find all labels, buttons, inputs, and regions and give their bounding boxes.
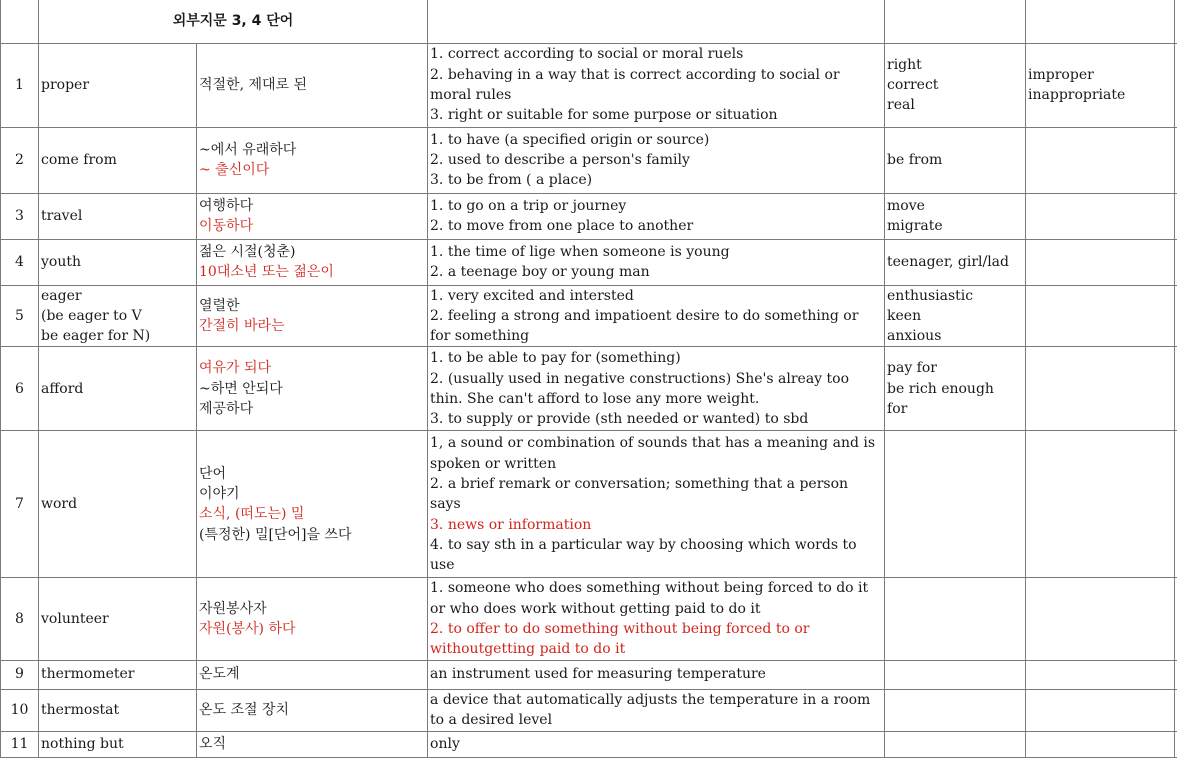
antonym-cell[interactable] — [1026, 43, 1175, 127]
synonym-cell[interactable] — [885, 43, 1026, 127]
table-row — [1, 689, 1177, 731]
word-line: (be eager to V — [41, 306, 194, 326]
korean-meaning-cell[interactable] — [197, 660, 428, 689]
definition-cell[interactable] — [428, 660, 885, 689]
korean-meaning-line: 이야기 — [199, 484, 425, 504]
antonym-line: inappropriate — [1028, 85, 1172, 105]
row-number[interactable]: 5 — [1, 285, 39, 347]
korean-meaning-cell[interactable] — [197, 239, 428, 285]
definition-line: 1. very excited and intersted — [430, 286, 882, 306]
definition-cell[interactable] — [428, 193, 885, 239]
table-row — [1, 239, 1177, 285]
antonym-cell[interactable] — [1026, 127, 1175, 193]
sheet-title[interactable]: 외부지문 3, 4 단어 — [39, 0, 428, 43]
korean-meaning-line: 자원봉사자 — [199, 599, 425, 619]
title-row — [1, 0, 1177, 43]
word-line: afford — [41, 379, 194, 399]
word-line: word — [41, 494, 194, 514]
synonym-line: be from — [887, 150, 1023, 170]
synonym-cell[interactable] — [885, 127, 1026, 193]
word-line: eager — [41, 286, 194, 306]
definition-line: 4. to say sth in a particular way by choosing which words to use — [430, 535, 882, 576]
row-number[interactable]: 7 — [1, 431, 39, 578]
table-row — [1, 43, 1177, 127]
row-number[interactable]: 11 — [1, 731, 39, 757]
synonym-line: for — [887, 399, 1023, 419]
synonym-line: correct — [887, 75, 1023, 95]
word-line: come from — [41, 150, 194, 170]
definition-cell[interactable] — [428, 239, 885, 285]
definition-cell[interactable] — [428, 731, 885, 757]
word-cell[interactable] — [39, 347, 197, 431]
cell[interactable] — [1026, 0, 1175, 43]
row-number[interactable]: 9 — [1, 660, 39, 689]
word-cell[interactable] — [39, 285, 197, 347]
korean-meaning-line: ~ 출신이다 — [199, 160, 425, 180]
word-cell[interactable] — [39, 431, 197, 578]
korean-meaning-line: 여행하다 — [199, 196, 425, 216]
synonym-cell[interactable] — [885, 689, 1026, 731]
antonym-cell[interactable] — [1026, 731, 1175, 757]
definition-cell[interactable] — [428, 689, 885, 731]
word-line: thermostat — [41, 700, 194, 720]
korean-meaning-cell[interactable] — [197, 127, 428, 193]
definition-line: a device that automatically adjusts the temperature in a room to a desired level — [430, 690, 882, 731]
synonym-cell[interactable] — [885, 285, 1026, 347]
synonym-line: right — [887, 55, 1023, 75]
word-line: travel — [41, 206, 194, 226]
korean-meaning-line: 젊은 시절(청춘) — [199, 242, 425, 262]
table-row — [1, 347, 1177, 431]
definition-line: an instrument used for measuring temperature — [430, 664, 882, 684]
korean-meaning-line: (특정한) 밀[단어]을 쓰다 — [199, 525, 425, 545]
antonym-cell[interactable] — [1026, 193, 1175, 239]
word-line: proper — [41, 75, 194, 95]
word-cell[interactable] — [39, 239, 197, 285]
cell[interactable] — [885, 0, 1026, 43]
synonym-line: keen — [887, 306, 1023, 326]
definition-line: 3. right or suitable for some purpose or situation — [430, 105, 882, 125]
synonym-cell[interactable] — [885, 578, 1026, 660]
word-cell[interactable] — [39, 43, 197, 127]
synonym-cell[interactable] — [885, 660, 1026, 689]
definition-line: 1. someone who does something without being forced to do it or who does work without getting paid to do it — [430, 578, 882, 619]
definition-line: 1. the time of lige when someone is young — [430, 242, 882, 262]
definition-line: 3. news or information — [430, 515, 882, 535]
korean-meaning-line: 소식, (떠도는) 밀 — [199, 504, 425, 524]
table-row — [1, 731, 1177, 757]
synonym-line: migrate — [887, 216, 1023, 236]
definition-line: 1. correct according to social or moral ruels — [430, 44, 882, 64]
korean-meaning-line: 열렬한 — [199, 296, 425, 316]
korean-meaning-cell[interactable] — [197, 285, 428, 347]
synonym-cell[interactable] — [885, 431, 1026, 578]
table-row — [1, 285, 1177, 347]
table-row — [1, 660, 1177, 689]
antonym-line: improper — [1028, 65, 1172, 85]
definition-line: 2. (usually used in negative constructions) She's alreay too thin. She can't afford to lose any more weight. — [430, 369, 882, 410]
definition-cell[interactable] — [428, 578, 885, 660]
korean-meaning-cell[interactable] — [197, 689, 428, 731]
antonym-cell[interactable] — [1026, 578, 1175, 660]
korean-meaning-cell[interactable] — [197, 43, 428, 127]
definition-cell[interactable] — [428, 347, 885, 431]
korean-meaning-line: 단어 — [199, 464, 425, 484]
definition-line: 2. behaving in a way that is correct according to social or moral rules — [430, 65, 882, 106]
cell[interactable] — [1, 0, 39, 43]
definition-line: 2. a brief remark or conversation; something that a person says — [430, 474, 882, 515]
definition-line: 1. to be able to pay for (something) — [430, 348, 882, 368]
word-line: nothing but — [41, 734, 194, 754]
synonym-line: pay for — [887, 358, 1023, 378]
synonym-line: anxious — [887, 326, 1023, 346]
definition-cell[interactable] — [428, 285, 885, 347]
row-number[interactable]: 3 — [1, 193, 39, 239]
word-cell[interactable] — [39, 660, 197, 689]
antonym-cell[interactable] — [1026, 431, 1175, 578]
definition-line: 2. to move from one place to another — [430, 216, 882, 236]
definition-cell[interactable] — [428, 127, 885, 193]
word-line: youth — [41, 252, 194, 272]
table-row — [1, 193, 1177, 239]
row-number[interactable]: 8 — [1, 578, 39, 660]
table-row — [1, 431, 1177, 578]
korean-meaning-line: ~하면 안되다 — [199, 379, 425, 399]
word-cell[interactable] — [39, 689, 197, 731]
definition-line: 2. used to describe a person's family — [430, 150, 882, 170]
korean-meaning-cell[interactable] — [197, 578, 428, 660]
korean-meaning-line: 온도 조절 장치 — [199, 700, 425, 720]
synonym-line: teenager, girl/lad — [887, 252, 1023, 272]
korean-meaning-line: ~에서 유래하다 — [199, 140, 425, 160]
table-row — [1, 578, 1177, 660]
row-number[interactable]: 10 — [1, 689, 39, 731]
synonym-cell[interactable] — [885, 731, 1026, 757]
synonym-cell[interactable] — [885, 193, 1026, 239]
antonym-cell[interactable] — [1026, 689, 1175, 731]
definition-line: 2. a teenage boy or young man — [430, 262, 882, 282]
synonym-cell[interactable] — [885, 239, 1026, 285]
word-line: be eager for N) — [41, 326, 194, 346]
synonym-line: be rich enough — [887, 379, 1023, 399]
word-cell[interactable] — [39, 193, 197, 239]
definition-line: 1. to have (a specified origin or source) — [430, 130, 882, 150]
antonym-cell[interactable] — [1026, 285, 1175, 347]
korean-meaning-line: 여유가 되다 — [199, 358, 425, 378]
word-cell[interactable] — [39, 731, 197, 757]
definition-line: 2. feeling a strong and impatioent desire to do something or for something — [430, 306, 882, 347]
definition-line: only — [430, 734, 882, 754]
korean-meaning-cell[interactable] — [197, 347, 428, 431]
word-line: volunteer — [41, 609, 194, 629]
definition-line: 2. to offer to do something without being forced to or withoutgetting paid to do it — [430, 619, 882, 660]
korean-meaning-cell[interactable] — [197, 193, 428, 239]
cell[interactable] — [428, 0, 885, 43]
antonym-cell[interactable] — [1026, 660, 1175, 689]
row-number[interactable]: 4 — [1, 239, 39, 285]
definition-cell[interactable] — [428, 431, 885, 578]
synonym-cell[interactable] — [885, 347, 1026, 431]
synonym-line: enthusiastic — [887, 286, 1023, 306]
definition-cell[interactable] — [428, 43, 885, 127]
korean-meaning-line: 제공하다 — [199, 399, 425, 419]
synonym-line: move — [887, 196, 1023, 216]
definition-line: 1. to go on a trip or journey — [430, 196, 882, 216]
antonym-cell[interactable] — [1026, 347, 1175, 431]
definition-line: 3. to be from ( a place) — [430, 170, 882, 190]
synonym-line: real — [887, 95, 1023, 115]
korean-meaning-line: 자원(봉사) 하다 — [199, 619, 425, 639]
row-number[interactable]: 1 — [1, 43, 39, 127]
table-row — [1, 127, 1177, 193]
korean-meaning-line: 적절한, 제대로 된 — [199, 75, 425, 95]
korean-meaning-line: 10대소년 또는 젊은이 — [199, 262, 425, 282]
definition-line: 1, a sound or combination of sounds that has a meaning and is spoken or written — [430, 433, 882, 474]
row-number[interactable]: 6 — [1, 347, 39, 431]
row-number[interactable]: 2 — [1, 127, 39, 193]
word-cell[interactable] — [39, 127, 197, 193]
korean-meaning-line: 온도계 — [199, 664, 425, 684]
korean-meaning-cell[interactable] — [197, 731, 428, 757]
word-line: thermometer — [41, 664, 194, 684]
word-cell[interactable] — [39, 578, 197, 660]
antonym-cell[interactable] — [1026, 239, 1175, 285]
korean-meaning-line: 간절히 바라는 — [199, 316, 425, 336]
korean-meaning-line: 이동하다 — [199, 216, 425, 236]
korean-meaning-line: 오직 — [199, 734, 425, 754]
korean-meaning-cell[interactable] — [197, 431, 428, 578]
definition-line: 3. to supply or provide (sth needed or wanted) to sbd — [430, 409, 882, 429]
